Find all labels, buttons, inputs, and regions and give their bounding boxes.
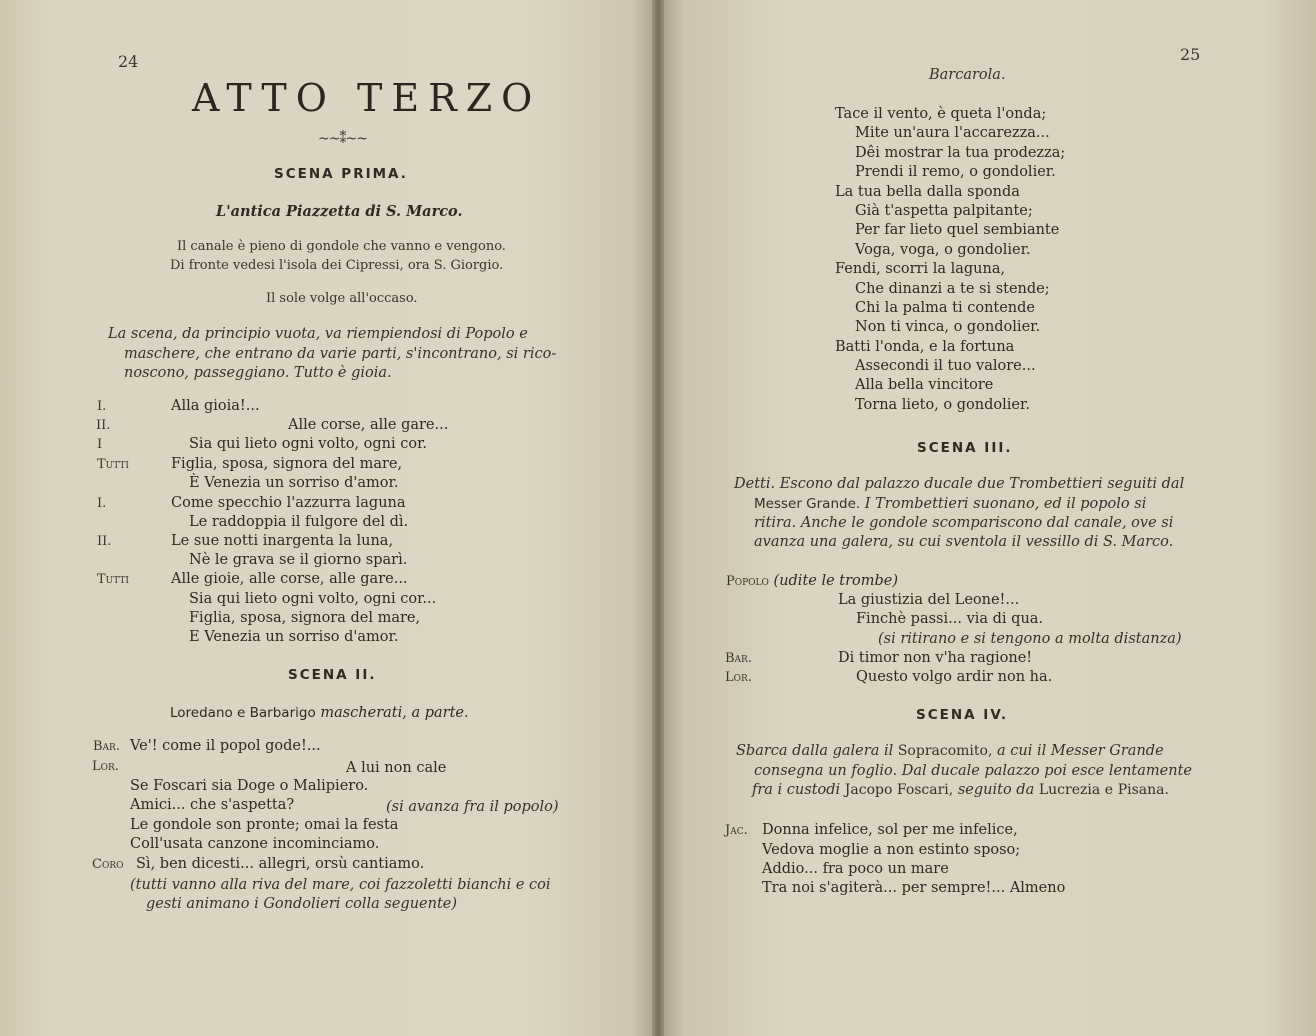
verse-line: Alle gioie, alle corse, alle gare...: [171, 571, 408, 587]
verse-line: Sì, ben dicesti... allegri, orsù cantiamo.: [136, 856, 425, 872]
lucrezia-name: Lucrezia: [1038, 782, 1101, 798]
stage-direction-text: fra i custodi: [752, 782, 841, 798]
barcarola-line: Voga, voga, o gondolier.: [855, 242, 1031, 258]
speaker-line: [726, 573, 898, 589]
sopracomito-name: Sopracomito,: [897, 743, 993, 759]
jacopo-name: Jacopo Foscari,: [844, 782, 954, 798]
verse-line: Le sue notti inargenta la luna,: [171, 533, 394, 549]
verse-line: Le raddoppia il fulgore del dì.: [189, 514, 409, 530]
stage-direction: (udite le trombe): [773, 573, 899, 589]
barcarola-line: Non ti vinca, o gondolier.: [855, 319, 1041, 335]
scene-3-heading: SCENA III.: [917, 440, 1013, 456]
page-number-left: 24: [118, 52, 139, 71]
barcarola-line: Già t'aspetta palpitante;: [855, 203, 1033, 219]
stage-direction-line: consegna un foglio. Dal ducale palazzo poi esce lentamente: [754, 763, 1192, 779]
barcarola-line: Tace il vento, è queta l'onda;: [835, 106, 1047, 122]
verse-line: È Venezia un sorriso d'amor.: [189, 475, 399, 491]
messer-grande-name: Messer Grande.: [754, 496, 861, 512]
stage-direction-text: seguito da: [957, 782, 1035, 798]
barcarola-title: Barcarola.: [929, 67, 1006, 83]
verse-line: A lui non cale: [346, 760, 447, 776]
stage-direction-line: [752, 782, 1169, 798]
speaker-label: Popolo: [726, 574, 769, 589]
stage-direction-line: gesti animano i Gondolieri colla seguente): [146, 896, 458, 912]
verse-line: Figlia, sposa, signora del mare,: [171, 456, 403, 472]
verse-line: Donna infelice, sol per me infelice,: [762, 822, 1018, 838]
stage-direction-text: a cui il Messer Grande: [997, 743, 1164, 759]
scene-1-heading: SCENA PRIMA.: [274, 166, 408, 182]
barcarola-line: Batti l'onda, e la fortuna: [835, 339, 1015, 355]
scene-1-description-line: Il canale è pieno di gondole che vanno e vengono.: [177, 239, 506, 254]
barcarola-line: Dêi mostrar la tua prodezza;: [855, 145, 1066, 161]
act-title: ATTO TERZO: [192, 76, 542, 120]
right-page: [658, 0, 1316, 1036]
verse-line: Nè le grava se il giorno sparì.: [189, 552, 408, 568]
verse-line: Alla gioia!...: [171, 398, 260, 414]
scene-1-description-line: Di fronte vedesi l'isola dei Cipressi, ora S. Giorgio.: [170, 258, 504, 273]
stage-direction: (si avanza fra il popolo): [386, 799, 559, 815]
verse-line: Amici... che s'aspetta?: [130, 797, 295, 813]
barcarola-line: Alla bella vincitore: [855, 377, 994, 393]
stage-direction-line: maschere, che entrano da varie parti, s'incontrano, si rico-: [124, 346, 557, 362]
barcarola-line: Assecondi il tuo valore...: [855, 358, 1036, 374]
barcarola-line: Che dinanzi a te si stende;: [855, 281, 1050, 297]
barcarola-line: Per far lieto quel sembiante: [855, 222, 1060, 238]
verse-line: Finchè passi... via di qua.: [856, 611, 1044, 627]
speaker-label: Coro: [92, 857, 124, 872]
speaker-label: I.: [97, 399, 107, 414]
verse-line: E Venezia un sorriso d'amor.: [189, 629, 399, 645]
speaker-label: Bar.: [93, 739, 120, 754]
stage-direction-line: La scena, da principio vuota, va riempiendosi di Popolo e: [108, 326, 528, 342]
barcarola-line: Prendi il remo, o gondolier.: [855, 164, 1056, 180]
ornament-divider: ~~⁑~~: [318, 131, 367, 147]
stage-direction-line: [754, 496, 1146, 512]
verse-line: Le gondole son pronte; omai la festa: [130, 817, 399, 833]
book-gutter: [652, 0, 664, 1036]
stage-direction-line: noscono, passeggiano. Tutto è gioia.: [124, 365, 392, 381]
stage-direction-line: ritira. Anche le gondole scompariscono dal canale, ove si: [754, 515, 1174, 531]
stage-direction-line: avanza una galera, su cui sventola il vessillo di S. Marco.: [754, 534, 1174, 550]
scene-2-direction: mascherati, a parte.: [320, 705, 469, 721]
verse-line: La giustizia del Leone!...: [838, 592, 1020, 608]
scene-2-subtitle: [170, 705, 469, 721]
verse-line: Di timor non v'ha ragione!: [838, 650, 1033, 666]
speaker-label: Tutti: [97, 572, 129, 587]
barcarola-line: Fendi, scorri la laguna,: [835, 261, 1006, 277]
scene-2-names: Loredano e Barbarigo: [170, 705, 316, 721]
barcarola-line: La tua bella dalla sponda: [835, 184, 1020, 200]
stage-direction-line: (tutti vanno alla riva del mare, coi fazzoletti bianchi e coi: [130, 877, 551, 893]
stage-direction-text: Sbarca dalla galera il: [736, 743, 894, 759]
conjunction: e: [1104, 782, 1114, 798]
scene-1-description-line: Il sole volge all'occaso.: [266, 291, 418, 306]
verse-line: Tra noi s'agiterà... per sempre!... Almeno: [762, 880, 1066, 896]
verse-line: Addio... fra poco un mare: [762, 861, 949, 877]
barcarola-line: Torna lieto, o gondolier.: [855, 397, 1030, 413]
verse-line: Sia qui lieto ogni volto, ogni cor...: [189, 591, 437, 607]
verse-line: Alle corse, alle gare...: [288, 417, 449, 433]
verse-line: Ve'! come il popol gode!...: [130, 738, 321, 754]
barcarola-line: Chi la palma ti contende: [855, 300, 1036, 316]
speaker-label: Jac.: [725, 823, 748, 838]
stage-direction-text: I Trombettieri suonano, ed il popolo si: [864, 496, 1147, 512]
scene-1-location: L'antica Piazzetta di S. Marco.: [216, 203, 463, 220]
verse-line: Sia qui lieto ogni volto, ogni cor.: [189, 436, 428, 452]
speaker-label: I: [97, 437, 103, 452]
speaker-label: Tutti: [97, 457, 129, 472]
scene-4-heading: SCENA IV.: [916, 707, 1009, 723]
page-number-right: 25: [1180, 45, 1201, 64]
stage-direction-line: [736, 743, 1164, 759]
stage-direction: (si ritirano e si tengono a molta distanza): [878, 631, 1182, 647]
pisana-name: Pisana.: [1117, 782, 1169, 798]
scene-2-heading: SCENA II.: [288, 667, 377, 683]
speaker-label: II.: [97, 534, 112, 549]
speaker-label: Lor.: [92, 759, 119, 774]
verse-line: Questo volgo ardir non ha.: [856, 669, 1053, 685]
speaker-label: Lor.: [725, 670, 752, 685]
verse-line: Coll'usata canzone incominciamo.: [130, 836, 380, 852]
barcarola-line: Mite un'aura l'accarezza...: [855, 125, 1050, 141]
speaker-label: I.: [97, 496, 107, 511]
verse-line: Vedova moglie a non estinto sposo;: [762, 842, 1021, 858]
verse-line: Come specchio l'azzurra laguna: [171, 495, 406, 511]
stage-direction-line: Detti. Escono dal palazzo ducale due Trombettieri seguiti dal: [734, 476, 1185, 492]
verse-line: Se Foscari sia Doge o Malipiero.: [130, 778, 369, 794]
speaker-label: II.: [96, 418, 111, 433]
speaker-label: Bar.: [725, 651, 752, 666]
verse-line: Figlia, sposa, signora del mare,: [189, 610, 421, 626]
